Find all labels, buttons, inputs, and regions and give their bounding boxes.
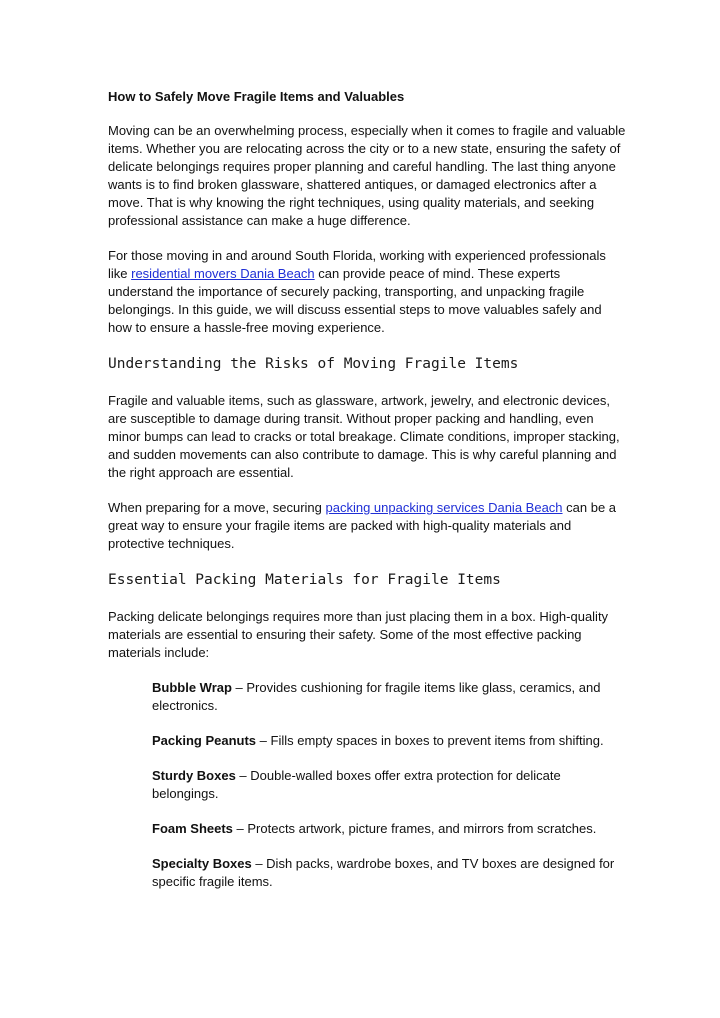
materials-paragraph-1: Packing delicate belongings requires more than just placing them in a box. High-quality materials are essential to ensuring their safety. Some of the most effective packing materials include: — [108, 609, 609, 660]
list-item — [152, 767, 628, 803]
section-heading-risks: Understanding the Risks of Moving Fragile Items — [108, 356, 519, 372]
document-page — [108, 88, 628, 908]
link-residential-movers[interactable]: residential movers Dania Beach — [131, 266, 315, 281]
risks-paragraph-2-after: can be a great way to ensure your fragile items are packed with high-quality materials and protective techniques. — [108, 500, 617, 551]
list-item — [152, 820, 628, 838]
list-item — [152, 679, 628, 715]
list-item-term: Packing Peanuts — [152, 733, 257, 748]
list-item-term: Foam Sheets — [152, 821, 233, 836]
risks-paragraph-1: Fragile and valuable items, such as glassware, artwork, jewelry, and electronic devices, are susceptible to damage during transit. Without proper packing and handling, even minor bumps can lead to cracks or total breakage. Climate conditions, improper stacking, and sudden movements can also contribute to damage. This is why careful planning and the right approach are essential. — [108, 393, 620, 480]
list-item-desc: – Double-walled boxes offer extra protection for delicate belongings. — [152, 768, 561, 801]
risks-paragraph-2-before: When preparing for a move, securing — [108, 500, 326, 515]
intro-paragraph-2-after: can provide peace of mind. These experts understand the importance of securely packing, transporting, and unpacking fragile belongings. In this guide, we will discuss essential steps to move valuables safely and how to ensure a hassle-free moving experience. — [108, 266, 602, 335]
list-item — [152, 855, 628, 891]
risks-paragraph-2 — [108, 499, 628, 553]
intro-paragraph-2 — [108, 247, 628, 337]
list-item-term: Specialty Boxes — [152, 856, 252, 871]
list-item — [152, 732, 628, 750]
section-heading-materials: Essential Packing Materials for Fragile Items — [108, 572, 501, 588]
materials-list — [108, 679, 628, 891]
list-item-term: Bubble Wrap — [152, 680, 232, 695]
link-packing-unpacking-services[interactable]: packing unpacking services Dania Beach — [325, 500, 563, 515]
list-item-desc: – Dish packs, wardrobe boxes, and TV boxes are designed for specific fragile items. — [152, 856, 615, 889]
intro-paragraph-1: Moving can be an overwhelming process, especially when it comes to fragile and valuable items. Whether you are relocating across the city or to a new state, ensuring the safety of delicate belongings requires proper planning and careful handling. The last thing anyone wants is to find broken glassware, shattered antiques, or damaged electronics after a move. That is why knowing the right techniques, using quality materials, and seeking professional assistance can make a huge difference. — [108, 123, 626, 228]
list-item-desc: – Protects artwork, picture frames, and mirrors from scratches. — [232, 821, 597, 836]
list-item-desc: – Fills empty spaces in boxes to prevent items from shifting. — [256, 733, 604, 748]
intro-paragraph-2-before: For those moving in and around South Florida, working with experienced professionals like — [108, 248, 606, 281]
list-item-desc: – Provides cushioning for fragile items like glass, ceramics, and electronics. — [152, 680, 601, 713]
list-item-term: Sturdy Boxes — [152, 768, 236, 783]
document-title: How to Safely Move Fragile Items and Valuables — [108, 89, 405, 104]
